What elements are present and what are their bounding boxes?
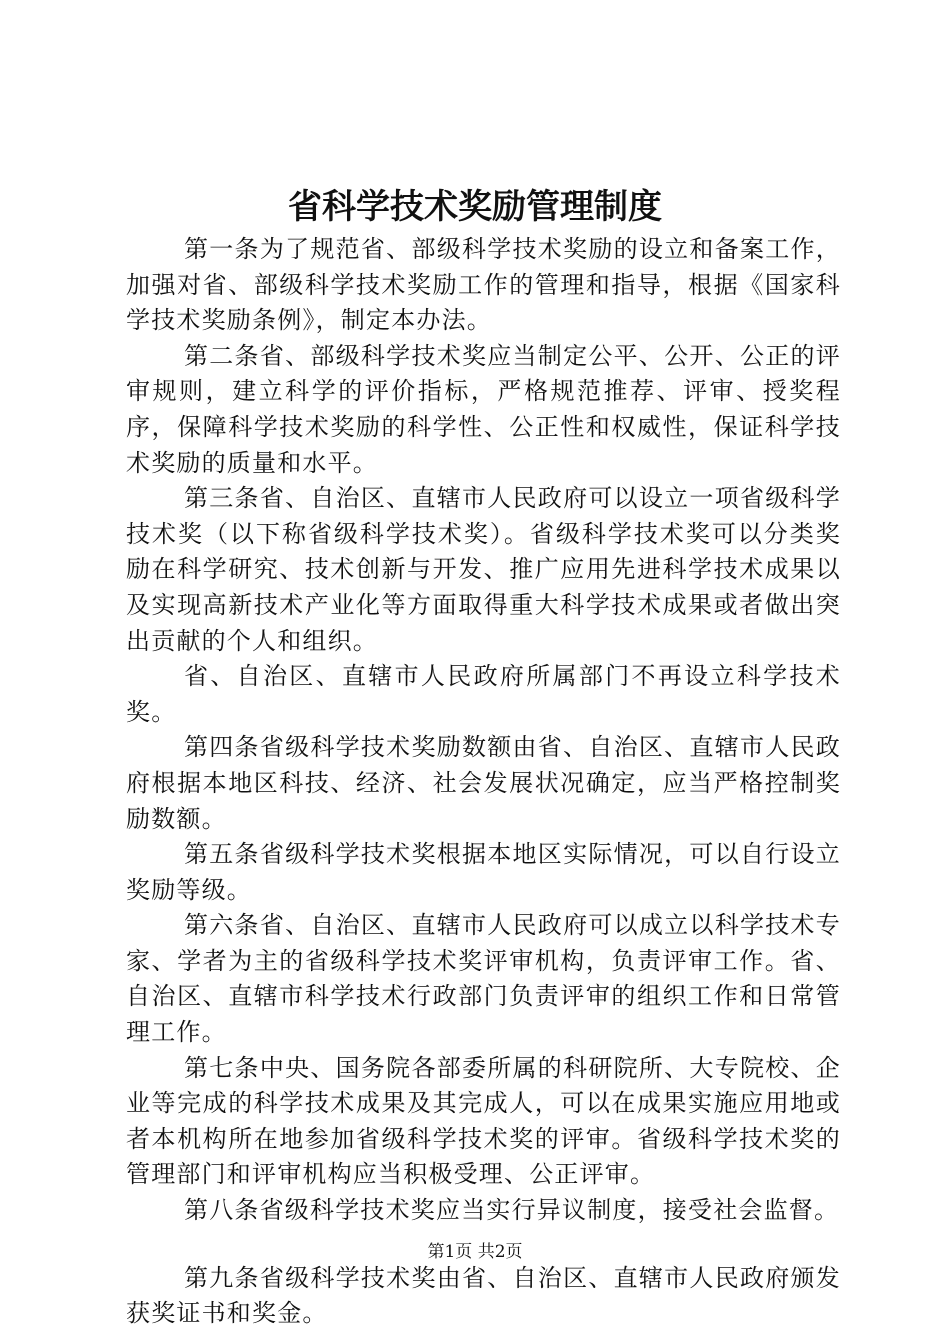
article-6: 第六条省、自治区、直辖市人民政府可以成立以科学技术专家、学者为主的省级科学技术奖评审机构，负责评审工作。省、自治区、直辖市科学技术行政部门负责评审的组织工作和日常管理工作。: [126, 911, 841, 1047]
page-number-footer: 第1页 共2页: [427, 1242, 523, 1262]
article-5: 第五条省级科学技术奖根据本地区实际情况，可以自行设立奖励等级。: [126, 840, 841, 904]
article-7: 第七条中央、国务院各部委所属的科研院所、大专院校、企业等完成的科学技术成果及其完成人，可以在成果实施应用地或者本机构所在地参加省级科学技术奖的评审。省级科学技术奖的管理部门和评审机构应当积极受理、公正评审。: [126, 1053, 841, 1189]
article-8: 第八条省级科学技术奖应当实行异议制度，接受社会监督。: [184, 1196, 840, 1225]
article-4: 第四条省级科学技术奖励数额由省、自治区、直辖市人民政府根据本地区科技、经济、社会发展状况确定，应当严格控制奖励数额。: [126, 733, 841, 833]
document-body: [126, 232, 841, 1332]
article-3-note: 省、自治区、直辖市人民政府所属部门不再设立科学技术奖。: [126, 662, 841, 726]
article-1: 第一条为了规范省、部级科学技术奖励的设立和备案工作，加强对省、部级科学技术奖励工作的管理和指导，根据《国家科学技术奖励条例》，制定本办法。: [126, 235, 841, 335]
article-3: 第三条省、自治区、直辖市人民政府可以设立一项省级科学技术奖（以下称省级科学技术奖）。省级科学技术奖可以分类奖励在科学研究、技术创新与开发、推广应用先进科学技术成果以及实现高新技术产业化等方面取得重大科学技术成果或者做出突出贡献的个人和组织。: [126, 484, 841, 655]
article-9: 第九条省级科学技术奖由省、自治区、直辖市人民政府颁发获奖证书和奖金。: [126, 1263, 841, 1328]
document-title: 省科学技术奖励管理制度: [288, 187, 662, 227]
article-2: 第二条省、部级科学技术奖应当制定公平、公开、公正的评审规则，建立科学的评价指标，严格规范推荐、评审、授奖程序，保障科学技术奖励的科学性、公正性和权威性，保证科学技术奖励的质量和水平。: [126, 341, 841, 477]
